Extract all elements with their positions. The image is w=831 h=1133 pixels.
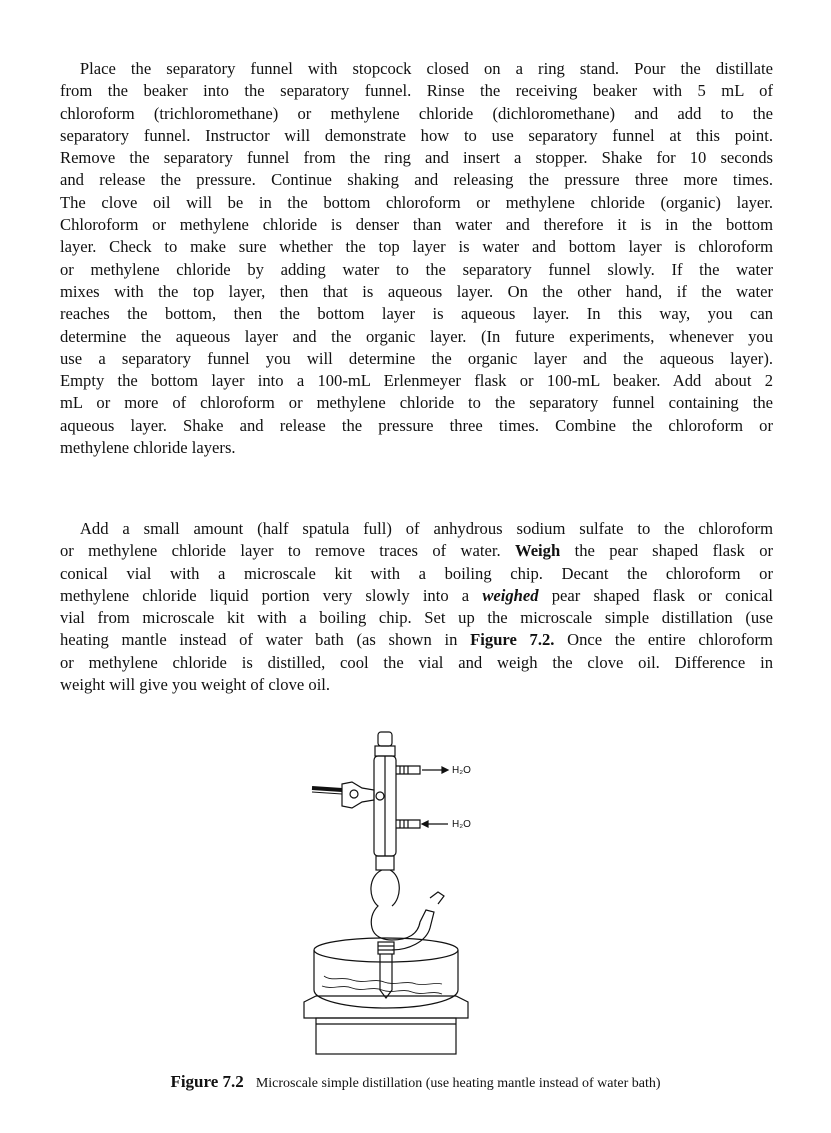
text-line: reaches the bottom, then the bottom layer is aqueous layer. In this way, you can xyxy=(60,304,773,324)
text-line: use a separatory funnel you will determine the organic layer and the aqueous layer). xyxy=(60,348,773,368)
text-line: methylene chloride layers. xyxy=(60,438,236,458)
text-line: chloroform (trichloromethane) or methylene chloride (dichloromethane) and add to the xyxy=(60,103,773,123)
bold-figure-ref: Figure 7.2. xyxy=(470,630,555,650)
text-span: methylene chloride liquid portion very slowly into a xyxy=(60,585,470,605)
text-line: mL or more of chloroform or methylene chloride to the separatory funnel containing the xyxy=(60,393,773,413)
water-out-label: H₂O xyxy=(452,765,471,776)
text-line: layer. Check to make sure whether the top layer is water and bottom layer is chloroform xyxy=(60,237,773,257)
text-line: weight will give you weight of clove oil. xyxy=(60,675,331,695)
text-line: separatory funnel. Instructor will demonstrate how to use separatory funnel at this point. xyxy=(60,125,773,145)
lower-joint xyxy=(376,856,394,870)
text-line: conical vial with a microscale kit with a boiling chip. Decant the chloroform or xyxy=(60,563,773,583)
vial-cap-threads xyxy=(378,942,394,954)
text-line: aqueous layer. Shake and release the pressure three times. Combine the chloroform or xyxy=(60,415,773,435)
bold-weigh: Weigh xyxy=(515,541,561,561)
text-line: or methylene chloride is distilled, cool the vial and weigh the clove oil. Difference in xyxy=(60,652,773,672)
water-in-label: H₂O xyxy=(452,819,471,830)
hot-plate-top xyxy=(304,996,468,1018)
caption-text: Microscale simple distillation (use heating mantle instead of water bath) xyxy=(255,1076,661,1091)
text-line: Empty the bottom layer into a 100-mL Erlenmeyer flask or 100-mL beaker. Add about 2 xyxy=(60,371,773,391)
text-line: Place the separatory funnel with stopcock closed on a ring stand. Pour the distillate xyxy=(60,59,773,78)
text-line: The clove oil will be in the bottom chloroform or methylene chloride (organic) layer. xyxy=(60,192,773,212)
text-line: Remove the separatory funnel from the ring and insert a stopper. Shake for 10 seconds xyxy=(60,148,773,168)
text-span: heating mantle instead of water bath (as shown in xyxy=(60,630,458,650)
text-span: Once the entire chloroform xyxy=(567,630,773,650)
paragraph-sodium-sulfate xyxy=(60,518,773,696)
text-span: pear shaped flask or conical xyxy=(551,585,774,605)
text-line: Chloroform or methylene chloride is denser than water and therefore it is in the bottom xyxy=(60,215,773,235)
text-line: determine the aqueous layer and the organic layer. (In future experiments, whenever you xyxy=(60,326,773,346)
text-line: from the beaker into the separatory funnel. Rinse the receiving beaker with 5 mL of xyxy=(60,81,773,101)
distillation-apparatus-figure xyxy=(282,728,552,1058)
text-line xyxy=(60,518,773,540)
top-adapter-cap xyxy=(378,732,392,746)
top-joint xyxy=(375,746,395,756)
figure-caption xyxy=(0,1072,831,1092)
text-span: Add a small amount (half spatula full) of anhydrous sodium sulfate to the chloroform xyxy=(79,519,773,538)
text-line xyxy=(60,629,773,651)
text-line: or methylene chloride by adding water to the separatory funnel slowly. If the water xyxy=(60,259,773,279)
bold-italic-weighed: weighed xyxy=(482,585,539,605)
text-line: and release the pressure. Continue shaking and releasing the pressure three more times. xyxy=(60,170,773,190)
paragraph-separatory-funnel xyxy=(60,58,773,459)
ring-stand-rod xyxy=(312,788,342,790)
text-line: vial from microscale kit with a boiling chip. Set up the microscale simple distillation (use xyxy=(60,608,773,628)
text-line xyxy=(60,585,773,607)
text-span: or methylene chloride layer to remove traces of water. xyxy=(60,541,501,561)
text-line: mixes with the top layer, then that is aqueous layer. On the other hand, if the water xyxy=(60,281,773,301)
text-line xyxy=(60,540,773,562)
caption-label: Figure 7.2 xyxy=(170,1072,244,1091)
text-span: the pear shaped flask or xyxy=(574,541,774,561)
